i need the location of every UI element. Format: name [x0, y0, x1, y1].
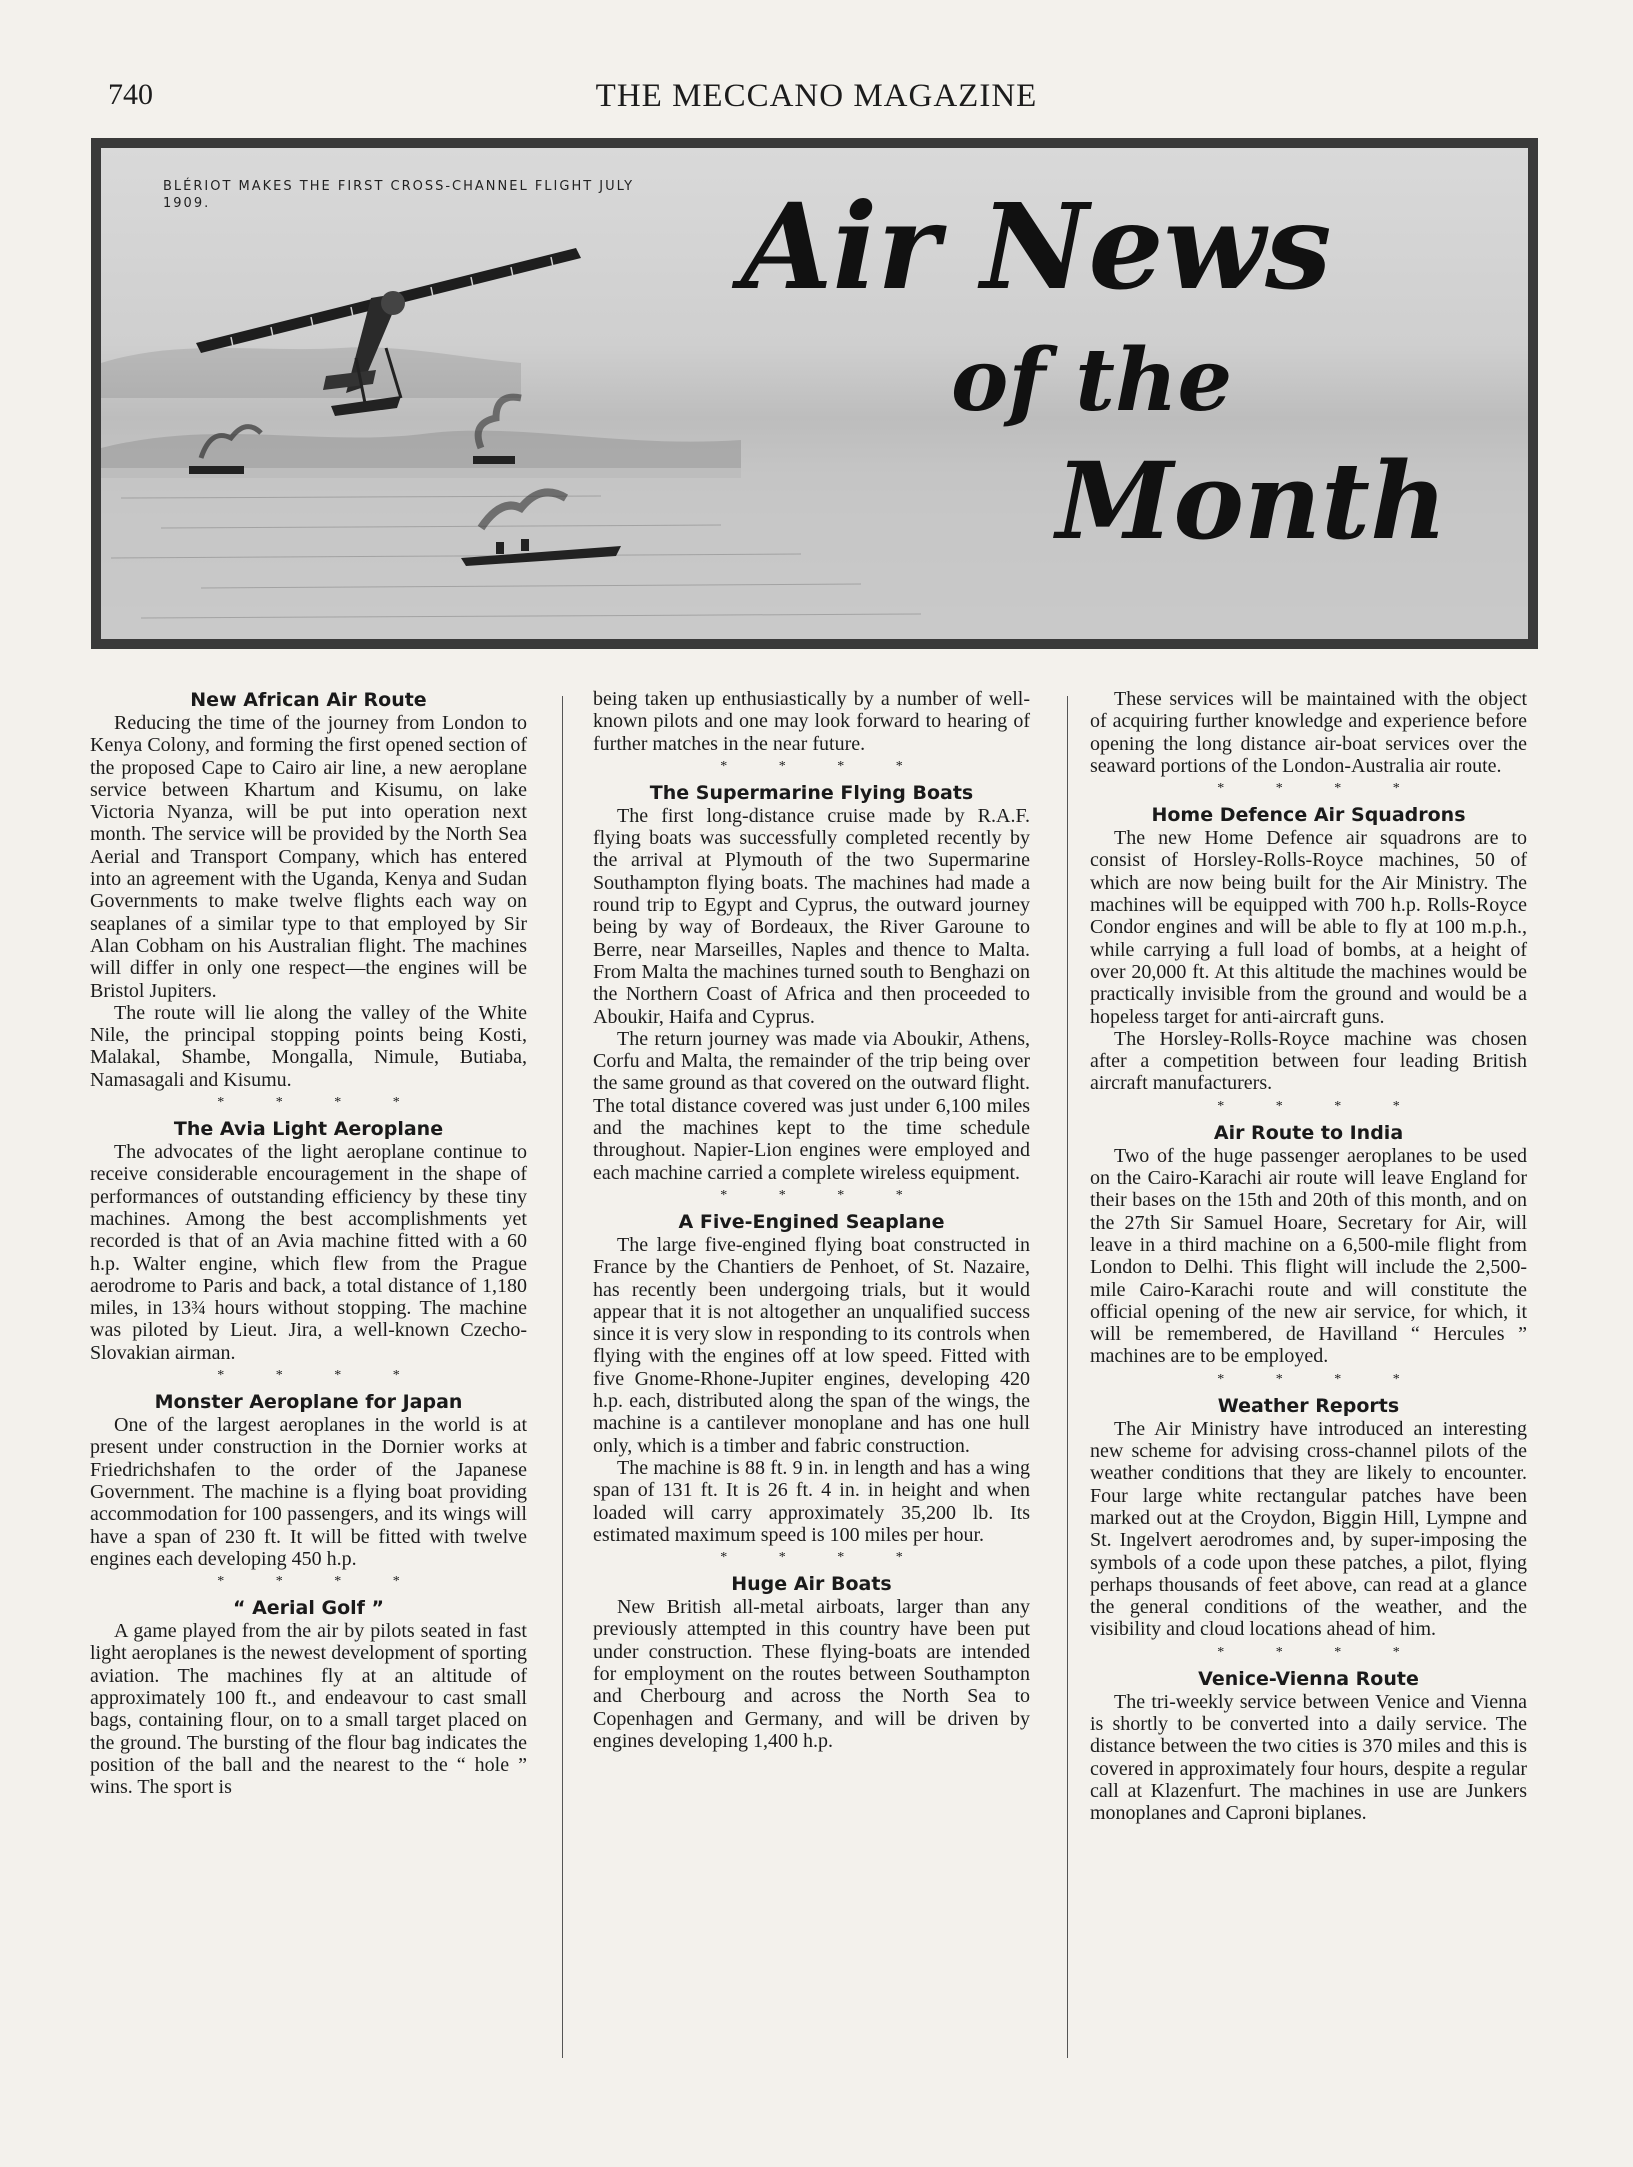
- article-paragraph-continued: being taken up enthusiastically by a number of well-known pilots and one may look forward to hearing of further matches in the near future.: [593, 688, 1030, 755]
- article-heading: “ Aerial Golf ”: [232, 1597, 385, 1620]
- section-separator: * * * *: [720, 1550, 927, 1566]
- article-heading: A Five-Engined Seaplane: [678, 1210, 945, 1233]
- header-banner: [91, 138, 1538, 649]
- article-paragraph: The advocates of the light aeroplane continue to receive considerable encouragement in the shape of performances of outstanding efficiency by these tiny machines. Among the best accomplishments yet recorded is that of an Avia machine fitted with a 60 h.p. Walter engine, which flew from the Prague aerodrome to Paris and back, a total distance of 1,180 miles, in 13¾ hours without stopping. The machine was piloted by Lieut. Jira, a well-known Czecho-Slovakian airman.: [90, 1141, 527, 1364]
- section-separator: * * * *: [1217, 1098, 1424, 1114]
- page-number: 740: [108, 78, 153, 111]
- article-paragraph: Reducing the time of the journey from London to Kenya Colony, and forming the first opened section of the proposed Cape to Cairo air line, a new aeroplane service between Khartum and Kisumu, on lake Victoria Nyanza, will be put into operation next month. The service will be provided by the North Sea Aerial and Transport Company, which has entered into an agreement with the Uganda, Kenya and Sudan Governments to make twelve flights each way on seaplanes of a similar type to that employed by Sir Alan Cobham on his Australian flight. The machines will differ in only one respect—the engines will be Bristol Jupiters.: [90, 712, 527, 1002]
- article-paragraph-continued: These services will be maintained with the object of acquiring further knowledge and experience before opening the long distance air-boat services over the seaward portions of the London-Australia air route.: [1090, 688, 1527, 777]
- magazine-title: THE MECCANO MAGAZINE: [595, 78, 1038, 114]
- article-heading: Venice-Vienna Route: [1198, 1667, 1419, 1690]
- section-separator: * * * *: [720, 1187, 927, 1203]
- article-heading: The Avia Light Aeroplane: [173, 1118, 444, 1141]
- section-separator: * * * *: [1217, 1371, 1424, 1387]
- title-of-the: of the: [951, 330, 1233, 431]
- article-paragraph: One of the largest aeroplanes in the world is at present under construction in the Dornier works at Friedrichshafen to the order of the Japanese Government. The machine is a flying boat providing accommodation for 100 passengers, and its wings will have a span of 230 ft. It will be fitted with twelve engines each developing 450 h.p.: [90, 1414, 527, 1570]
- article-paragraph: The new Home Defence air squadrons are to consist of Horsley-Rolls-Royce machines, 50 of which are now being built for the Air Ministry. The machines will be equipped with 700 h.p. Rolls-Royce Condor engines and will be able to fly at 100 m.p.h., while carrying a full load of bombs, at a height of over 20,000 ft. At this altitude the machines would be practically invisible from the ground and would be a hopeless target for anti-aircraft guns.: [1090, 827, 1527, 1028]
- article-heading: Monster Aeroplane for Japan: [154, 1391, 463, 1414]
- article-paragraph: New British all-metal airboats, larger than any previously attempted in this country have been put under construction. These flying-boats are intended for employment on the routes between Southampton and Cherbourg and across the North Sea to Copenhagen and Germany, and will be driven by engines developing 1,400 h.p.: [593, 1596, 1030, 1752]
- section-separator: * * * *: [217, 1574, 424, 1590]
- article-paragraph: The route will lie along the valley of the White Nile, the principal stopping points being Kosti, Malakal, Shambe, Mongalla, Nimule, Butiaba, Namasagali and Kisumu.: [90, 1001, 527, 1091]
- article-paragraph: Two of the huge passenger aeroplanes to be used on the Cairo-Karachi air route will leave England for their bases on the 15th and 20th of this month, and on the 27th Sir Samuel Hoare, Secretary for Air, will leave in a third machine on a 6,500-mile flight from London to Delhi. This flight will include the 2,500-mile Cairo-Karachi route and will constitute the official opening of the new air service, for which, it will be remembered, de Havilland “ Hercules ” machines are to be employed.: [1090, 1144, 1527, 1368]
- article-paragraph: The tri-weekly service between Venice and Vienna is shortly to be converted into a daily service. The distance between the two cities is 370 miles and this is covered in approximately four hours, despite a regular call at Klazenfurt. The machines in use are Junkers monoplanes and Caproni biplanes.: [1090, 1690, 1527, 1825]
- section-separator: * * * *: [217, 1368, 424, 1384]
- article-heading: Weather Reports: [1217, 1394, 1400, 1417]
- article-heading: Home Defence Air Squadrons: [1151, 804, 1466, 827]
- banner-illustration: [101, 148, 1528, 639]
- section-separator: * * * *: [720, 758, 927, 774]
- column-divider: [562, 696, 563, 2058]
- title-month: Month: [1056, 438, 1448, 563]
- illustration-caption: BLÉRIOT MAKES THE FIRST CROSS-CHANNEL FLIGHT JULY 1909.: [163, 179, 635, 211]
- article-paragraph: The machine is 88 ft. 9 in. in length and has a wing span of 131 ft. It is 26 ft. 4 in. in height and when loaded will carry approximately 35,200 lb. Its estimated maximum speed is 100 miles per hour.: [593, 1456, 1030, 1546]
- section-separator: * * * *: [1217, 781, 1424, 797]
- column-middle: [593, 688, 1030, 1752]
- section-separator: * * * *: [1217, 1644, 1424, 1660]
- article-paragraph: The Horsley-Rolls-Royce machine was chosen after a competition between four leading British aircraft manufacturers.: [1090, 1027, 1527, 1095]
- article-paragraph: The Air Ministry have introduced an interesting new scheme for advising cross-channel pilots of the weather conditions that they are likely to encounter. Four large white rectangular patches have been marked out at the Croydon, Biggin Hill, Lympne and St. Ingelvert aerodromes and, by super-imposing the symbols of a code upon these patches, a pilot, flying perhaps thousands of feet above, can read at a glance the general conditions of the weather, and the visibility and cloud locations ahead of him.: [1090, 1417, 1527, 1641]
- column-right: [1090, 688, 1527, 1824]
- article-heading: Air Route to India: [1213, 1121, 1404, 1144]
- article-paragraph: The return journey was made via Aboukir, Athens, Corfu and Malta, the remainder of the trip being over the same ground as that covered on the outward flight. The total distance covered was just under 6,100 miles and the machines kept to the time schedule throughout. Napier-Lion engines were employed and each machine carried a complete wireless equipment.: [593, 1027, 1030, 1184]
- article-heading: The Supermarine Flying Boats: [649, 781, 974, 804]
- article-paragraph: The first long-distance cruise made by R.A.F. flying boats was successfully completed recently by the arrival at Plymouth of the two Supermarine Southampton flying boats. The machines had made a round trip to Egypt and Cyprus, the outward journey being by way of Bordeaux, the River Garoune to Berre, near Marseilles, Naples and thence to Malta. From Malta the machines turned south to Benghazi on the Northern Coast of Africa and then proceeded to Aboukir, Haifa and Cyprus.: [593, 804, 1030, 1028]
- article-heading: New African Air Route: [190, 689, 427, 711]
- column-left: [90, 688, 527, 1798]
- section-separator: * * * *: [217, 1095, 424, 1111]
- article-paragraph: A game played from the air by pilots seated in fast light aeroplanes is the newest development of sporting aviation. The machines fly at an altitude of approximately 100 ft., and endeavour to cast small bags, containing flour, on to a small target placed on the ground. The bursting of the flour bag indicates the position of the ball and the nearest to the “ hole ” wins. The sport is: [90, 1620, 527, 1799]
- article-heading: Huge Air Boats: [731, 1573, 892, 1596]
- article-paragraph: The large five-engined flying boat constructed in France by the Chantiers de Penhoet, of St. Nazaire, has recently been undergoing trials, but it would appear that it is not altogether an unqualified success since it is very slow in responding to its controls when flying with the engines off at low speed. Fitted with five Gnome-Rhone-Jupiter engines, developing 420 h.p. each, distributed along the span of the wings, the machine is a cantilever monoplane and has one hull only, which is a timber and fabric construction.: [593, 1233, 1030, 1457]
- title-air-news: Air News: [741, 177, 1332, 316]
- column-divider: [1067, 696, 1068, 2058]
